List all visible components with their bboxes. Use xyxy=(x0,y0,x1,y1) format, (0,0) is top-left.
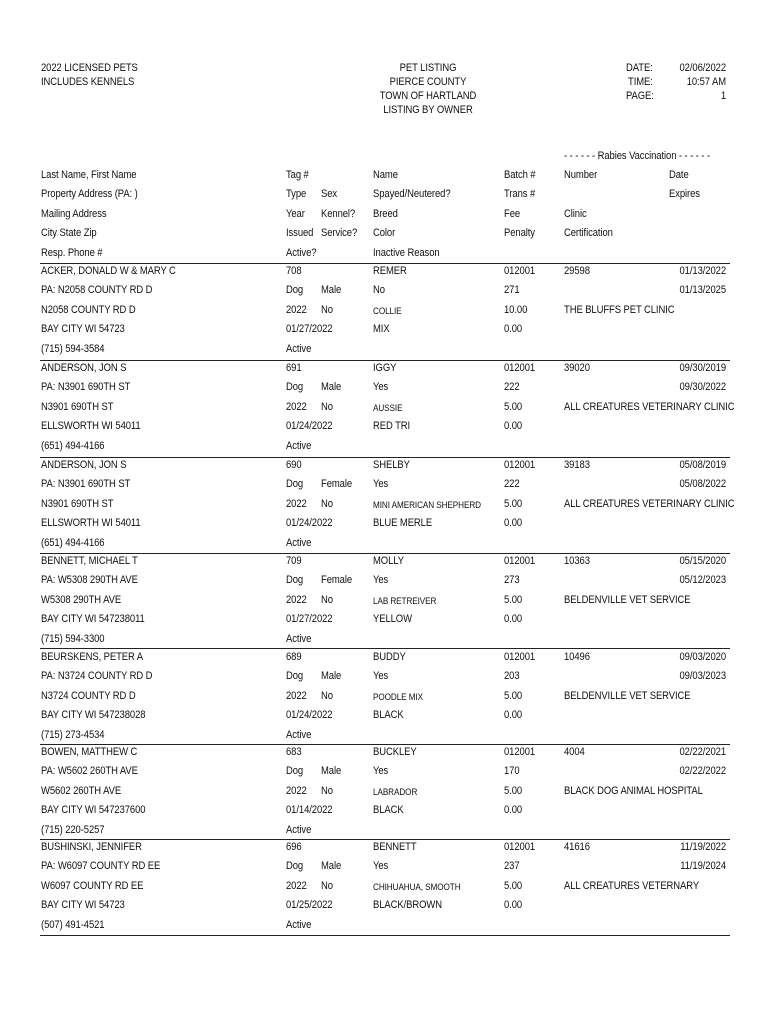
col-date-1: Date xyxy=(669,169,689,181)
breed: LAB RETREIVER xyxy=(373,596,437,607)
color: BLACK xyxy=(373,804,404,816)
penalty: 0.00 xyxy=(504,323,523,335)
pet-name: BUCKLEY xyxy=(373,746,417,758)
tag-number: 708 xyxy=(286,265,302,277)
city-state-zip: ELLSWORTH WI 54011 xyxy=(41,420,141,432)
penalty: 0.00 xyxy=(504,899,523,911)
property-address: PA: W5602 260TH AVE xyxy=(41,765,138,777)
pet-name: SHELBY xyxy=(373,459,410,471)
owner-name: BOWEN, MATTHEW C xyxy=(41,746,138,758)
owner-name: BUSHINSKI, JENNIFER xyxy=(41,841,142,853)
sex: Male xyxy=(321,765,342,777)
report-heading-line-4: LISTING BY OWNER xyxy=(383,104,473,116)
owner-name: ACKER, DONALD W & MARY C xyxy=(41,265,176,277)
sex: Male xyxy=(321,670,342,682)
record-bowen-buckley xyxy=(0,746,770,843)
rabies-number: 10496 xyxy=(564,651,590,663)
animal-type: Dog xyxy=(286,765,304,777)
col-date-2: Expires xyxy=(669,188,700,200)
record-bennett-molly xyxy=(0,555,770,652)
property-address: PA: N2058 COUNTY RD D xyxy=(41,284,153,296)
batch-number: 012001 xyxy=(504,841,536,853)
penalty: 0.00 xyxy=(504,804,523,816)
tag-number: 709 xyxy=(286,555,302,567)
col-sex-3: Kennel? xyxy=(321,208,356,220)
date-label: DATE: xyxy=(626,62,653,74)
color: BLUE MERLE xyxy=(373,517,433,529)
pet-name: REMER xyxy=(373,265,407,277)
license-year: 2022 xyxy=(286,690,307,702)
penalty: 0.00 xyxy=(504,709,523,721)
city-state-zip: BAY CITY WI 547238028 xyxy=(41,709,146,721)
rabies-number: 39183 xyxy=(564,459,590,471)
animal-type: Dog xyxy=(286,574,304,586)
mailing-address: N3724 COUNTY RD D xyxy=(41,690,136,702)
col-tag-2: Type xyxy=(286,188,307,200)
trans-number: 222 xyxy=(504,381,520,393)
spayed-neutered: No xyxy=(373,284,385,296)
clinic: ALL CREATURES VETERINARY CLINIC xyxy=(564,401,735,413)
property-address: PA: N3724 COUNTY RD D xyxy=(41,670,153,682)
animal-type: Dog xyxy=(286,860,304,872)
vaccination-date: 01/13/2022 xyxy=(679,265,726,277)
col-name-2: Spayed/Neutered? xyxy=(373,188,451,200)
trans-number: 237 xyxy=(504,860,520,872)
phone: (715) 220-5257 xyxy=(41,824,105,836)
mailing-address: N2058 COUNTY RD D xyxy=(41,304,136,316)
date-value: 02/06/2022 xyxy=(679,62,726,74)
tag-number: 690 xyxy=(286,459,302,471)
issued-date: 01/27/2022 xyxy=(286,613,333,625)
batch-number: 012001 xyxy=(504,746,536,758)
pet-name: MOLLY xyxy=(373,555,404,567)
fee: 5.00 xyxy=(504,690,523,702)
record-anderson-shelby xyxy=(0,459,770,556)
phone: (715) 273-4534 xyxy=(41,729,105,741)
active-status: Active xyxy=(286,343,312,355)
animal-type: Dog xyxy=(286,670,304,682)
issued-date: 01/24/2022 xyxy=(286,517,333,529)
report-heading-line-2: PIERCE COUNTY xyxy=(389,76,467,88)
rabies-vaccination-title: - - - - - - Rabies Vaccination - - - - - - xyxy=(564,150,711,162)
fee: 5.00 xyxy=(504,498,523,510)
record-divider xyxy=(40,744,730,745)
col-sex-4: Service? xyxy=(321,227,358,239)
property-address: PA: N3901 690TH ST xyxy=(41,478,131,490)
kennel: No xyxy=(321,401,333,413)
page-label: PAGE: xyxy=(626,90,654,102)
clinic: THE BLUFFS PET CLINIC xyxy=(564,304,675,316)
record-beurskens-buddy xyxy=(0,651,770,748)
mailing-address: W5602 260TH AVE xyxy=(41,785,122,797)
sex: Female xyxy=(321,478,353,490)
vaccination-expires: 09/30/2022 xyxy=(679,381,726,393)
breed: MINI AMERICAN SHEPHERD xyxy=(373,500,481,511)
breed: CHIHUAHUA, SMOOTH xyxy=(373,882,461,893)
clinic: ALL CREATURES VETERNARY xyxy=(564,880,700,892)
vaccination-expires: 02/22/2022 xyxy=(679,765,726,777)
active-status: Active xyxy=(286,633,312,645)
col-owner-1: Last Name, First Name xyxy=(41,169,137,181)
sex: Female xyxy=(321,574,353,586)
issued-date: 01/25/2022 xyxy=(286,899,333,911)
record-bushinski-bennett xyxy=(0,841,770,938)
record-anderson-iggy xyxy=(0,362,770,459)
col-sex-2: Sex xyxy=(321,188,338,200)
record-divider xyxy=(40,553,730,554)
trans-number: 170 xyxy=(504,765,520,777)
city-state-zip: BAY CITY WI 54723 xyxy=(41,323,125,335)
col-owner-4: City State Zip xyxy=(41,227,97,239)
sex: Male xyxy=(321,381,342,393)
animal-type: Dog xyxy=(286,478,304,490)
mailing-address: N3901 690TH ST xyxy=(41,498,114,510)
active-status: Active xyxy=(286,729,312,741)
license-year: 2022 xyxy=(286,880,307,892)
clinic: ALL CREATURES VETERINARY CLINIC xyxy=(564,498,735,510)
col-name-4: Color xyxy=(373,227,396,239)
report-title-line-1: 2022 LICENSED PETS xyxy=(41,62,138,74)
owner-name: BENNETT, MICHAEL T xyxy=(41,555,138,567)
color: MIX xyxy=(373,323,390,335)
phone: (715) 594-3584 xyxy=(41,343,105,355)
vaccination-expires: 05/12/2023 xyxy=(679,574,726,586)
col-tag-5: Active? xyxy=(286,247,317,259)
vaccination-date: 05/08/2019 xyxy=(679,459,726,471)
spayed-neutered: Yes xyxy=(373,860,389,872)
batch-number: 012001 xyxy=(504,555,536,567)
city-state-zip: BAY CITY WI 54723 xyxy=(41,899,125,911)
property-address: PA: W6097 COUNTY RD EE xyxy=(41,860,161,872)
mailing-address: W5308 290TH AVE xyxy=(41,594,122,606)
col-tag-3: Year xyxy=(286,208,305,220)
pet-name: BUDDY xyxy=(373,651,406,663)
fee: 10.00 xyxy=(504,304,528,316)
col-name-3: Breed xyxy=(373,208,398,220)
vaccination-expires: 05/08/2022 xyxy=(679,478,726,490)
batch-number: 012001 xyxy=(504,362,536,374)
tag-number: 691 xyxy=(286,362,302,374)
col-tag-1: Tag # xyxy=(286,169,309,181)
kennel: No xyxy=(321,880,333,892)
color: YELLOW xyxy=(373,613,412,625)
tag-number: 683 xyxy=(286,746,302,758)
mailing-address: N3901 690TH ST xyxy=(41,401,114,413)
active-status: Active xyxy=(286,537,312,549)
penalty: 0.00 xyxy=(504,517,523,529)
col-name-1: Name xyxy=(373,169,398,181)
tag-number: 696 xyxy=(286,841,302,853)
fee: 5.00 xyxy=(504,401,523,413)
col-batch-4: Penalty xyxy=(504,227,535,239)
kennel: No xyxy=(321,594,333,606)
owner-name: BEURSKENS, PETER A xyxy=(41,651,144,663)
col-number-4: Certification xyxy=(564,227,613,239)
breed: LABRADOR xyxy=(373,787,418,798)
time-label: TIME: xyxy=(628,76,653,88)
mailing-address: W6097 COUNTY RD EE xyxy=(41,880,144,892)
breed: POODLE MIX xyxy=(373,692,423,703)
trans-number: 203 xyxy=(504,670,520,682)
license-year: 2022 xyxy=(286,304,307,316)
trans-number: 222 xyxy=(504,478,520,490)
col-batch-1: Batch # xyxy=(504,169,536,181)
owner-name: ANDERSON, JON S xyxy=(41,362,127,374)
col-owner-2: Property Address (PA: ) xyxy=(41,188,138,200)
vaccination-expires: 11/19/2024 xyxy=(680,860,726,872)
vaccination-date: 11/19/2022 xyxy=(680,841,726,853)
clinic: BELDENVILLE VET SERVICE xyxy=(564,594,691,606)
phone: (651) 494-4166 xyxy=(41,537,105,549)
vaccination-date: 05/15/2020 xyxy=(679,555,726,567)
color: RED TRI xyxy=(373,420,411,432)
city-state-zip: ELLSWORTH WI 54011 xyxy=(41,517,141,529)
animal-type: Dog xyxy=(286,284,304,296)
vaccination-expires: 09/03/2023 xyxy=(679,670,726,682)
record-divider xyxy=(40,935,730,936)
record-divider xyxy=(40,648,730,649)
record-acker-remer xyxy=(0,265,770,362)
report-heading-line-3: TOWN OF HARTLAND xyxy=(379,90,477,102)
phone: (507) 491-4521 xyxy=(41,919,105,931)
rabies-number: 41616 xyxy=(564,841,590,853)
kennel: No xyxy=(321,498,333,510)
col-number-1: Number xyxy=(564,169,598,181)
col-batch-3: Fee xyxy=(504,208,521,220)
issued-date: 01/24/2022 xyxy=(286,709,333,721)
phone: (651) 494-4166 xyxy=(41,440,105,452)
vaccination-date: 09/03/2020 xyxy=(679,651,726,663)
animal-type: Dog xyxy=(286,381,304,393)
trans-number: 271 xyxy=(504,284,520,296)
penalty: 0.00 xyxy=(504,613,523,625)
record-divider xyxy=(40,839,730,840)
vaccination-date: 02/22/2021 xyxy=(679,746,726,758)
issued-date: 01/27/2022 xyxy=(286,323,333,335)
pet-name: IGGY xyxy=(373,362,397,374)
trans-number: 273 xyxy=(504,574,520,586)
license-year: 2022 xyxy=(286,594,307,606)
kennel: No xyxy=(321,690,333,702)
property-address: PA: N3901 690TH ST xyxy=(41,381,131,393)
report-heading-line-1: PET LISTING xyxy=(399,62,457,74)
record-divider xyxy=(40,457,730,458)
col-owner-5: Resp. Phone # xyxy=(41,247,103,259)
active-status: Active xyxy=(286,824,312,836)
col-owner-3: Mailing Address xyxy=(41,208,107,220)
license-year: 2022 xyxy=(286,785,307,797)
license-year: 2022 xyxy=(286,498,307,510)
col-name-5: Inactive Reason xyxy=(373,247,440,259)
kennel: No xyxy=(321,304,333,316)
owner-name: ANDERSON, JON S xyxy=(41,459,127,471)
issued-date: 01/14/2022 xyxy=(286,804,333,816)
record-divider xyxy=(40,360,730,361)
breed: COLLIE xyxy=(373,306,402,317)
sex: Male xyxy=(321,284,342,296)
spayed-neutered: Yes xyxy=(373,670,389,682)
col-batch-2: Trans # xyxy=(504,188,536,200)
color: BLACK xyxy=(373,709,404,721)
color: BLACK/BROWN xyxy=(373,899,442,911)
page-value: 1 xyxy=(720,90,726,102)
vaccination-expires: 01/13/2025 xyxy=(679,284,726,296)
active-status: Active xyxy=(286,440,312,452)
rabies-number: 10363 xyxy=(564,555,590,567)
pet-name: BENNETT xyxy=(373,841,417,853)
breed: AUSSIE xyxy=(373,403,403,414)
spayed-neutered: Yes xyxy=(373,478,389,490)
tag-number: 689 xyxy=(286,651,302,663)
rabies-number: 39020 xyxy=(564,362,590,374)
clinic: BLACK DOG ANIMAL HOSPITAL xyxy=(564,785,703,797)
col-number-3: Clinic xyxy=(564,208,587,220)
spayed-neutered: Yes xyxy=(373,381,389,393)
vaccination-date: 09/30/2019 xyxy=(679,362,726,374)
city-state-zip: BAY CITY WI 547238011 xyxy=(41,613,145,625)
license-year: 2022 xyxy=(286,401,307,413)
fee: 5.00 xyxy=(504,785,523,797)
sex: Male xyxy=(321,860,342,872)
spayed-neutered: Yes xyxy=(373,765,389,777)
phone: (715) 594-3300 xyxy=(41,633,105,645)
report-title-line-2: INCLUDES KENNELS xyxy=(41,76,135,88)
rabies-number: 29598 xyxy=(564,265,590,277)
clinic: BELDENVILLE VET SERVICE xyxy=(564,690,691,702)
property-address: PA: W5308 290TH AVE xyxy=(41,574,138,586)
city-state-zip: BAY CITY WI 547237600 xyxy=(41,804,146,816)
time-value: 10:57 AM xyxy=(686,76,726,88)
batch-number: 012001 xyxy=(504,265,536,277)
kennel: No xyxy=(321,785,333,797)
batch-number: 012001 xyxy=(504,459,536,471)
batch-number: 012001 xyxy=(504,651,536,663)
col-tag-4: Issued xyxy=(286,227,314,239)
fee: 5.00 xyxy=(504,880,523,892)
fee: 5.00 xyxy=(504,594,523,606)
active-status: Active xyxy=(286,919,312,931)
header-divider xyxy=(40,263,730,264)
rabies-number: 4004 xyxy=(564,746,585,758)
issued-date: 01/24/2022 xyxy=(286,420,333,432)
penalty: 0.00 xyxy=(504,420,523,432)
spayed-neutered: Yes xyxy=(373,574,389,586)
